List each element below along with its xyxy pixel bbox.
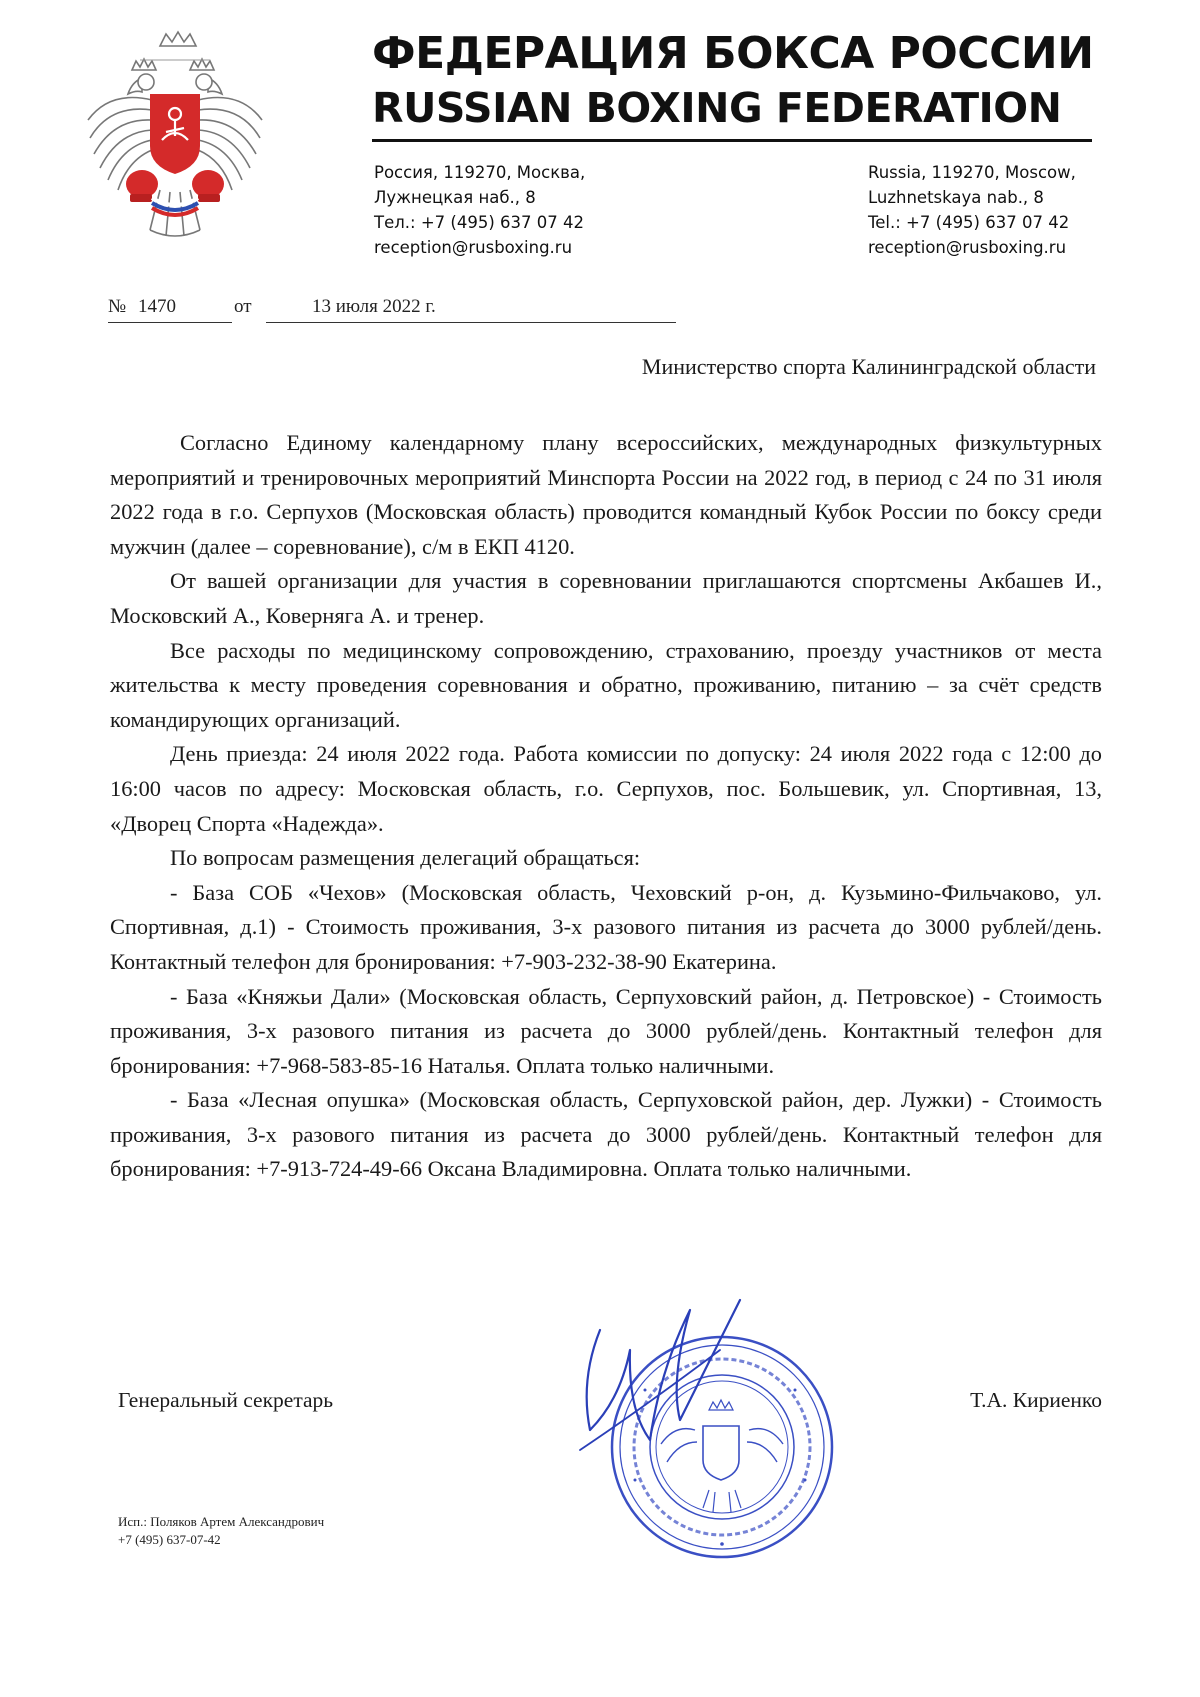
signature-icon (560, 1290, 760, 1470)
executor-name: Исп.: Поляков Артем Александрович (118, 1514, 325, 1529)
body-paragraph: Согласно Единому календарному плану всероссийских, международных физкультурных мероприятий и тренировочных мероприятий Минспорта России на 2022 год, в период с 24 по 31 июля 2022 года в г.о. Серпухов (Московская область) проводится командный Кубок России по боксу среди мужчин (далее – соревнование), с/м в ЕКП 4120. (110, 430, 1102, 559)
signatory-name: Т.А. Кириенко (970, 1388, 1102, 1412)
org-name-ru: ФЕДЕРАЦИЯ БОКСА РОССИИ (372, 28, 1094, 79)
body-paragraph: По вопросам размещения делегаций обращаться: (170, 845, 641, 871)
reg-number: 1470 (138, 296, 176, 317)
body-paragraph: Все расходы по медицинскому сопровождению, страхованию, проезду участников от места жительства к месту проведения соревнования и обратно, проживанию, питанию – за счёт средств командирующих организаций. (110, 637, 1102, 732)
address-ru-line: Россия, 119270, Москва, (374, 163, 586, 182)
accommodation-item: - База СОБ «Чехов» (Московская область, Чеховский р-он, д. Кузьмино-Фильчаково, ул. Спортивная, д.1) - Стоимость проживания, 3-х разового питания из расчета до 3000 рублей/день. Контактный телефон для бронирования: +7-903-232-38-90 Екатерина. (110, 879, 1102, 974)
letter-body (110, 426, 1102, 1187)
reg-number-label: № (108, 296, 127, 317)
recipient: Министерство спорта Калининградской области (641, 354, 1096, 379)
executor-phone: +7 (495) 637-07-42 (118, 1532, 221, 1547)
signatory-title: Генеральный секретарь (118, 1388, 334, 1412)
address-en (868, 160, 1076, 260)
address-en-line: Luzhnetskaya nab., 8 (868, 188, 1044, 207)
address-en-phone: Tel.: +7 (495) 637 07 42 (868, 213, 1070, 232)
reg-date-underline (266, 322, 676, 323)
accommodation-item: - База «Княжьи Дали» (Московская область, Серпуховский район, д. Петровское) - Стоимость проживания, 3-х разового питания из расчета до 3000 рублей/день. Контактный телефон для бронирования: +7-968-583-85-16 Наталья. Оплата только наличными. (110, 983, 1102, 1078)
address-en-line: Russia, 119270, Moscow, (868, 163, 1076, 182)
reg-from-label: от (234, 296, 252, 317)
address-ru-line: Лужнецкая наб., 8 (374, 188, 536, 207)
address-en-email: reception@rusboxing.ru (868, 238, 1067, 257)
header-divider (372, 139, 1092, 142)
org-name-en: RUSSIAN BOXING FEDERATION (372, 84, 1062, 132)
emblem-eagle-icon (80, 20, 270, 250)
reg-date: 13 июля 2022 г. (312, 296, 436, 317)
address-ru-email: reception@rusboxing.ru (374, 238, 573, 257)
body-paragraph: День приезда: 24 июля 2022 года. Работа комиссии по допуску: 24 июля 2022 года с 12:00 до 16:00 часов по адресу: Московская область, г.о. Серпухов, пос. Большевик, ул. Спортивная, 13, «Дворец Спорта «Надежда». (110, 741, 1102, 836)
address-ru (374, 160, 585, 260)
accommodation-item: - База «Лесная опушка» (Московская область, Серпуховской район, дер. Лужки) - Стоимость проживания, 3-х разового питания из расчета до 3000 рублей/день. Контактный телефон для бронирования: +7-913-724-49-66 Оксана Владимировна. Оплата только наличными. (110, 1087, 1102, 1182)
reg-number-underline (108, 322, 232, 323)
executor-info (118, 1513, 324, 1549)
body-paragraph: От вашей организации для участия в соревновании приглашаются спортсмены Акбашев И., Московский А., Коверняга А. и тренер. (110, 568, 1102, 628)
address-ru-phone: Тел.: +7 (495) 637 07 42 (374, 213, 584, 232)
